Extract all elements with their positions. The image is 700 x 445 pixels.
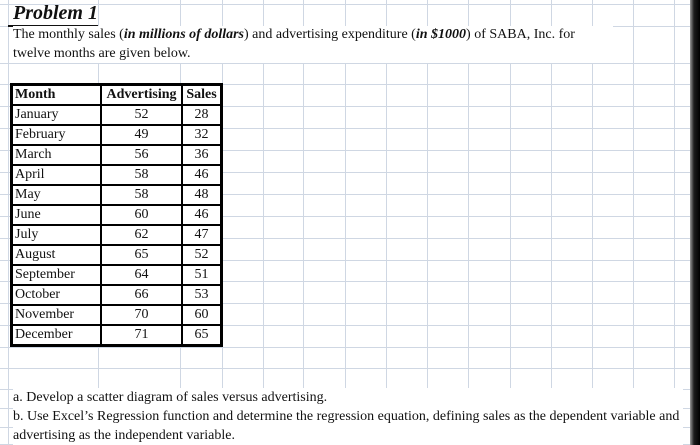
month-cell[interactable]: November: [12, 305, 102, 325]
month-cell[interactable]: May: [12, 185, 102, 205]
intro-text-1: The monthly sales (: [13, 27, 124, 42]
table-row: [12, 165, 222, 185]
sales-cell[interactable]: 52: [182, 245, 222, 265]
month-cell[interactable]: September: [12, 265, 102, 285]
sales-cell[interactable]: 47: [182, 225, 222, 245]
intro-text-3: ) of SABA, Inc. for twelve months are given below.: [13, 27, 575, 61]
table-row: [12, 305, 222, 325]
month-cell[interactable]: February: [12, 125, 102, 145]
sales-cell[interactable]: 46: [182, 205, 222, 225]
sales-cell[interactable]: 48: [182, 185, 222, 205]
table-row: [12, 225, 222, 245]
grid-column-line: [8, 0, 9, 445]
table-row: [12, 245, 222, 265]
header-month[interactable]: Month: [12, 85, 102, 106]
sales-cell[interactable]: 60: [182, 305, 222, 325]
intro-text-2: ) and advertising expenditure (: [244, 27, 416, 42]
month-cell[interactable]: March: [12, 145, 102, 165]
intro-emphasis-sales-units: in millions of dollars: [123, 27, 245, 42]
window-edge: [690, 0, 700, 445]
sales-cell[interactable]: 36: [182, 145, 222, 165]
table-row: [12, 265, 222, 285]
advertising-cell[interactable]: 71: [101, 325, 182, 346]
table-row: [12, 125, 222, 145]
grid-column-line: [633, 0, 634, 445]
sales-cell[interactable]: 32: [182, 125, 222, 145]
page-title: Problem 1: [13, 2, 98, 24]
month-cell[interactable]: April: [12, 165, 102, 185]
advertising-cell[interactable]: 65: [101, 245, 182, 265]
grid-column-line: [345, 0, 346, 445]
month-cell[interactable]: August: [12, 245, 102, 265]
month-cell[interactable]: October: [12, 285, 102, 305]
question-b: b. Use Excel’s Regression function and determine the regression equation, defining sales as the dependent variable and advertising as the independent variable.: [13, 409, 680, 443]
grid-column-line: [592, 0, 593, 445]
grid-column-line: [386, 0, 387, 445]
advertising-cell[interactable]: 64: [101, 265, 182, 285]
grid-column-line: [510, 0, 511, 445]
grid-column-line: [303, 0, 304, 445]
table-row: [12, 185, 222, 205]
sales-cell[interactable]: 28: [182, 105, 222, 125]
advertising-cell[interactable]: 56: [101, 145, 182, 165]
month-cell[interactable]: December: [12, 325, 102, 346]
sales-cell[interactable]: 51: [182, 265, 222, 285]
intro-emphasis-advertising-units: in $1000: [415, 27, 467, 42]
grid-column-line: [427, 0, 428, 445]
month-cell[interactable]: July: [12, 225, 102, 245]
table-row: [12, 205, 222, 225]
question-a: a. Develop a scatter diagram of sales versus advertising.: [13, 390, 328, 405]
sales-cell[interactable]: 46: [182, 165, 222, 185]
advertising-cell[interactable]: 58: [101, 165, 182, 185]
sales-cell[interactable]: 65: [182, 325, 222, 346]
data-table: [10, 83, 223, 347]
advertising-cell[interactable]: 60: [101, 205, 182, 225]
advertising-cell[interactable]: 70: [101, 305, 182, 325]
advertising-cell[interactable]: 52: [101, 105, 182, 125]
header-advertising[interactable]: Advertising: [101, 85, 182, 106]
grid-column-line: [674, 0, 675, 445]
problem-statement: [13, 26, 613, 63]
grid-column-line: [468, 0, 469, 445]
advertising-cell[interactable]: 66: [101, 285, 182, 305]
table-row: [12, 325, 222, 346]
sales-cell[interactable]: 53: [182, 285, 222, 305]
grid-column-line: [263, 0, 264, 445]
table-row: [12, 145, 222, 165]
month-cell[interactable]: January: [12, 105, 102, 125]
grid-column-line: [551, 0, 552, 445]
table-row: [12, 285, 222, 305]
table-row: [12, 105, 222, 125]
advertising-cell[interactable]: 58: [101, 185, 182, 205]
advertising-cell[interactable]: 62: [101, 225, 182, 245]
questions: [13, 388, 683, 445]
month-cell[interactable]: June: [12, 205, 102, 225]
table-header-row: [12, 85, 222, 106]
advertising-cell[interactable]: 49: [101, 125, 182, 145]
header-sales[interactable]: Sales: [182, 85, 222, 106]
